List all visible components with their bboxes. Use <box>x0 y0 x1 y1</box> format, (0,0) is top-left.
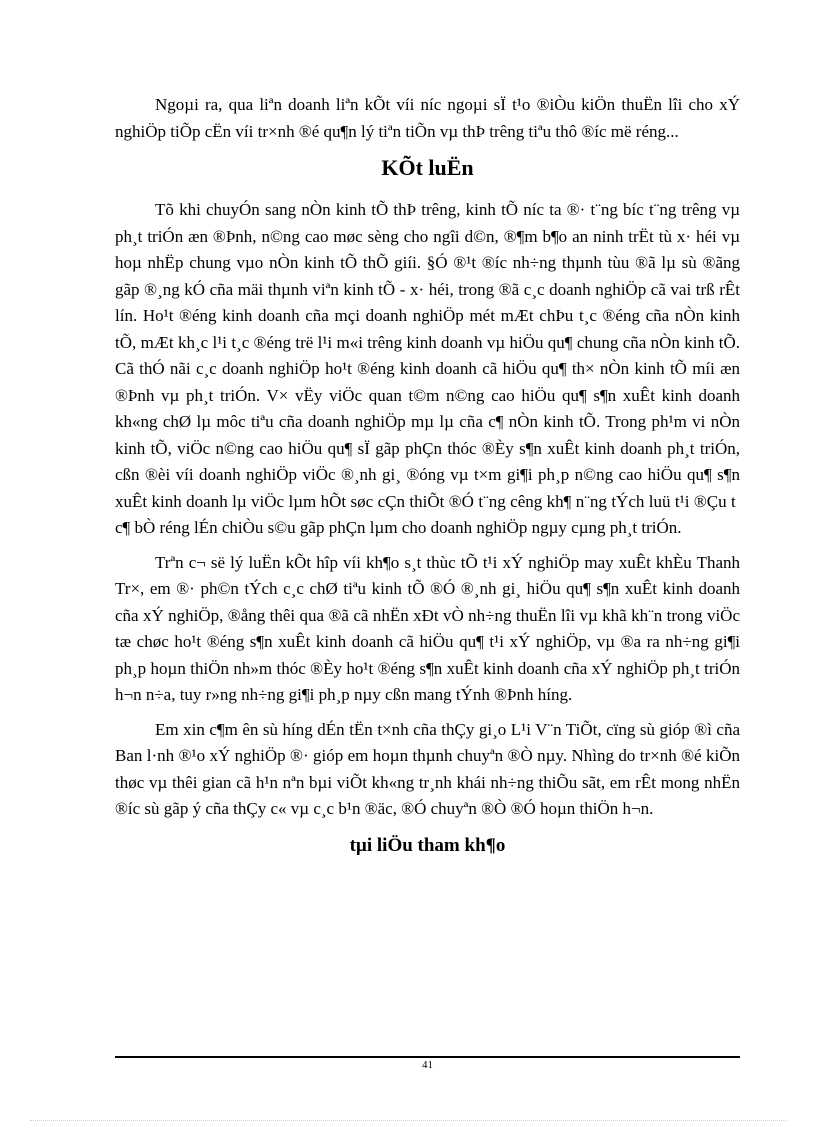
conclusion-paragraph-1: Tõ khi chuyÓn sang nÒn kinh tÕ thÞ trêng, kinh tÕ níc ta ®· t¨ng bíc t¨ng trêng vµ ph¸t triÓn æn ®Þnh, n©ng cao møc sèng cho ngîi d©n, ®¶m b¶o an ninh trËt tù x· héi vµ hoµ nhËp chung vµo nÒn kinh tÕ thÕ giíi. §Ó ®¹t ®íc nh÷ng thµnh tùu ®ã lµ sù ®ãng gãp ®¸ng kÓ cña mäi thµnh viªn kinh tÕ - x· héi, trong ®ã c¸c doanh nghiÖp cã vai trß rÊt lín. Ho¹t ®éng kinh doanh cña mçi doanh nghiÖp mét mÆt chÞu t¸c ®éng cña nÒn kinh tÕ, mÆt kh¸c l¹i t¸c ®éng trë l¹i m«i trêng kinh doanh vµ hiÖu qu¶ chung cña nÒn kinh tÕ. Cã thÓ nãi c¸c doanh nghiÖp ho¹t ®éng kinh doanh cã hiÖu qu¶ th× nÒn kinh tÕ míi æn ®Þnh vµ ph¸t triÓn. V× vËy viÖc quan t©m n©ng cao hiÖu qu¶ s¶n xuÊt kinh doanh kh«ng chØ lµ môc tiªu cña doanh nghiÖp mµ lµ cña c¶ nÒn kinh tÕ. Trong ph¹m vi nÒn kinh tÕ, viÖc n©ng cao hiÖu qu¶ sÏ gãp phÇn thóc ®Èy s¶n xuÊt kinh doanh ph¸t triÓn, cßn ®èi víi doanh nghiÖp viÖc ®¸nh gi¸ ®óng vµ t×m gi¶i ph¸p n©ng cao hiÖu qu¶ s¶n xuÊt kinh doanh lµ viÖc lµm hÕt søc cÇn thiÕt ®Ó t¨ng cêng kh¶ n¨ng tÝch luü t¹i ®Çu t c¶ bÒ réng lÉn chiÒu s©u gãp phÇn lµm cho doanh nghiÖp ngµy cµng ph¸t triÓn. <box>115 200 740 537</box>
document-page <box>115 92 740 861</box>
references-heading: tµi liÖu tham kh¶o <box>349 834 506 856</box>
acknowledgement-paragraph: Em xin c¶m ên sù híng dÉn tËn t×nh cña thÇy gi¸o L¹i V¨n TiÕt, cïng sù gióp ®ì cña Ban l·nh ®¹o xÝ nghiÖp ®· gióp em hoµn thµnh chuyªn ®Ò nµy. Nhìng do tr×nh ®é kiÕn thøc vµ thêi gian cã h¹n nªn bµi viÕt kh«ng tr¸nh khái nh÷ng thiÕu sãt, em rÊt mong nhËn ®íc sù gãp ý cña thÇy c« vµ c¸c b¹n ®äc, ®Ó chuyªn ®Ò ®Ó hoµn thiÖn h¬n. <box>115 719 740 818</box>
conclusion-paragraph-2: Trªn c¬ së lý luËn kÕt hîp víi kh¶o s¸t thùc tÕ t¹i xÝ nghiÖp may xuÊt khÈu Thanh Tr×, em ®· ph©n tÝch c¸c chØ tiªu kinh tÕ ®Ó ®¸nh gi¸ hiÖu qu¶ s¶n xuÊt kinh doanh cña xÝ nghiÖp, ®ång thêi qua ®ã cã nhËn xÐt vÒ nh÷ng thuËn lîi vµ khã kh¨n trong viÖc tæ chøc ho¹t ®éng s¶n xuÊt kinh doanh cã hiÖu qu¶ t¹i xÝ nghiÖp, vµ ®a ra nh÷ng gi¶i ph¸p hoµn thiÖn nh»m thóc ®Èy ho¹t ®éng s¶n xuÊt kinh doanh cña xÝ nghiÖp ph¸t triÓn h¬n n÷a, tuy r»ng nh÷ng gi¶i ph¸p nµy cßn mang tÝnh ®Þnh híng. <box>115 552 740 704</box>
page-number: 41 <box>422 1059 433 1071</box>
conclusion-heading: KÕt luËn <box>381 155 474 180</box>
intro-paragraph: Ngoµi ra, qua liªn doanh liªn kÕt víi níc ngoµi sÏ t¹o ®iÒu kiÖn thuËn lîi cho xÝ nghiÖp tiÕp cËn víi tr×nh ®é qu¶n lý tiªn tiÕn vµ thÞ trêng tiªu thô ®íc më réng... <box>115 95 740 141</box>
page-bottom-border <box>30 1120 786 1121</box>
